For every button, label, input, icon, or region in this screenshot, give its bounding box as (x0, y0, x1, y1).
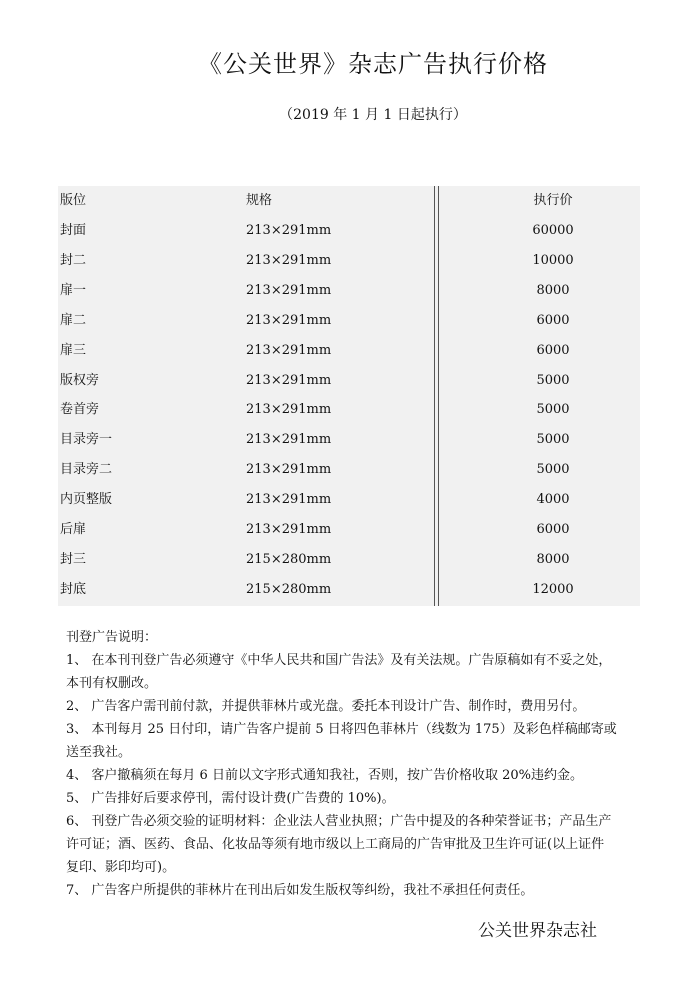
cell-spec: 213×291mm (246, 522, 332, 537)
cell-position: 版权旁 (60, 372, 100, 388)
header-position: 版位 (60, 193, 87, 208)
note-line: 3、 本刊每月 25 日付印，请广告客户提前 5 日将四色菲林片（线数为 175）及彩色样稿邮寄或 (66, 722, 617, 737)
cell-price: 6000 (536, 312, 570, 328)
cell-spec: 213×291mm (246, 223, 332, 238)
cell-position: 后扉 (60, 522, 87, 537)
note-line: 复印、影印均可)。 (66, 860, 176, 875)
cell-spec: 215×280mm (246, 551, 332, 567)
cell-spec: 213×291mm (246, 312, 332, 328)
note-line: 5、 广告排好后要求停刊，需付设计费(广告费的 10%)。 (66, 791, 395, 806)
cell-spec: 213×291mm (246, 372, 332, 388)
effective-date: （2019 年 1 月 1 日起执行） (279, 107, 467, 123)
cell-price: 60000 (532, 223, 574, 238)
cell-position: 封二 (60, 252, 87, 268)
cell-price: 8000 (536, 282, 570, 298)
cell-position: 扉三 (60, 342, 87, 358)
cell-price: 5000 (536, 402, 570, 418)
cell-price: 10000 (532, 252, 574, 268)
table-row (58, 395, 640, 425)
table-row (58, 485, 640, 515)
table-row (58, 425, 640, 455)
header-price: 执行价 (533, 193, 573, 208)
cell-position: 目录旁一 (60, 432, 113, 448)
cell-price: 8000 (536, 551, 570, 567)
table-row (58, 545, 640, 575)
table-row (58, 515, 640, 545)
table-row (58, 336, 640, 366)
cell-position: 扉一 (60, 282, 87, 298)
cell-position: 内页整版 (60, 492, 113, 508)
header-spec: 规格 (246, 193, 273, 208)
cell-position: 封面 (60, 223, 87, 238)
cell-price: 6000 (536, 342, 570, 358)
page-title: 《公关世界》杂志广告执行价格 (198, 50, 548, 78)
note-line: 7、 广告客户所提供的菲林片在刊出后如发生版权等纠纷，我社不承担任何责任。 (66, 883, 534, 898)
table-row (58, 216, 640, 246)
table-row (58, 246, 640, 276)
note-line: 本刊有权删改。 (66, 676, 158, 691)
cell-position: 封底 (60, 581, 87, 597)
note-line: 6、 刊登广告必须交验的证明材料：企业法人营业执照；广告中提及的各种荣誉证书；产品生产 (66, 814, 612, 829)
cell-position: 扉二 (60, 312, 87, 328)
cell-position: 目录旁二 (60, 462, 113, 478)
cell-spec: 213×291mm (246, 462, 332, 478)
publisher-signature: 公关世界杂志社 (478, 921, 597, 941)
cell-spec: 213×291mm (246, 492, 332, 508)
table-row (58, 306, 640, 336)
cell-price: 5000 (536, 372, 570, 388)
cell-spec: 213×291mm (246, 282, 332, 298)
cell-spec: 213×291mm (246, 342, 332, 358)
cell-price: 4000 (536, 492, 570, 508)
note-line: 送至我社。 (66, 745, 132, 760)
cell-price: 5000 (536, 462, 570, 478)
cell-spec: 215×280mm (246, 581, 332, 597)
note-line: 1、 在本刊刊登广告必须遵守《中华人民共和国广告法》及有关法规。广告原稿如有不妥之处， (66, 653, 612, 668)
notes-heading: 刊登广告说明： (66, 630, 158, 645)
note-line: 许可证；酒、医药、食品、化妆品等须有地市级以上工商局的广告审批及卫生许可证(以上证件 (66, 837, 605, 852)
cell-price: 6000 (536, 522, 570, 537)
price-table (58, 186, 640, 606)
table-row (58, 366, 640, 396)
note-line: 2、 广告客户需刊前付款，并提供菲林片或光盘。委托本刊设计广告、制作时，费用另付。 (66, 699, 586, 714)
cell-price: 5000 (536, 432, 570, 448)
cell-price: 12000 (532, 581, 574, 597)
note-line: 4、 客户撤稿须在每月 6 日前以文字形式通知我社，否则，按广告价格收取 20%违约金。 (66, 768, 583, 783)
table-header-row (58, 186, 640, 216)
cell-position: 封三 (60, 551, 87, 567)
ad-notes (66, 626, 666, 902)
cell-spec: 213×291mm (246, 432, 332, 448)
table-row (58, 575, 640, 605)
table-row (58, 276, 640, 306)
cell-spec: 213×291mm (246, 252, 332, 268)
table-row (58, 455, 640, 485)
cell-spec: 213×291mm (246, 402, 332, 418)
cell-position: 卷首旁 (60, 402, 100, 418)
